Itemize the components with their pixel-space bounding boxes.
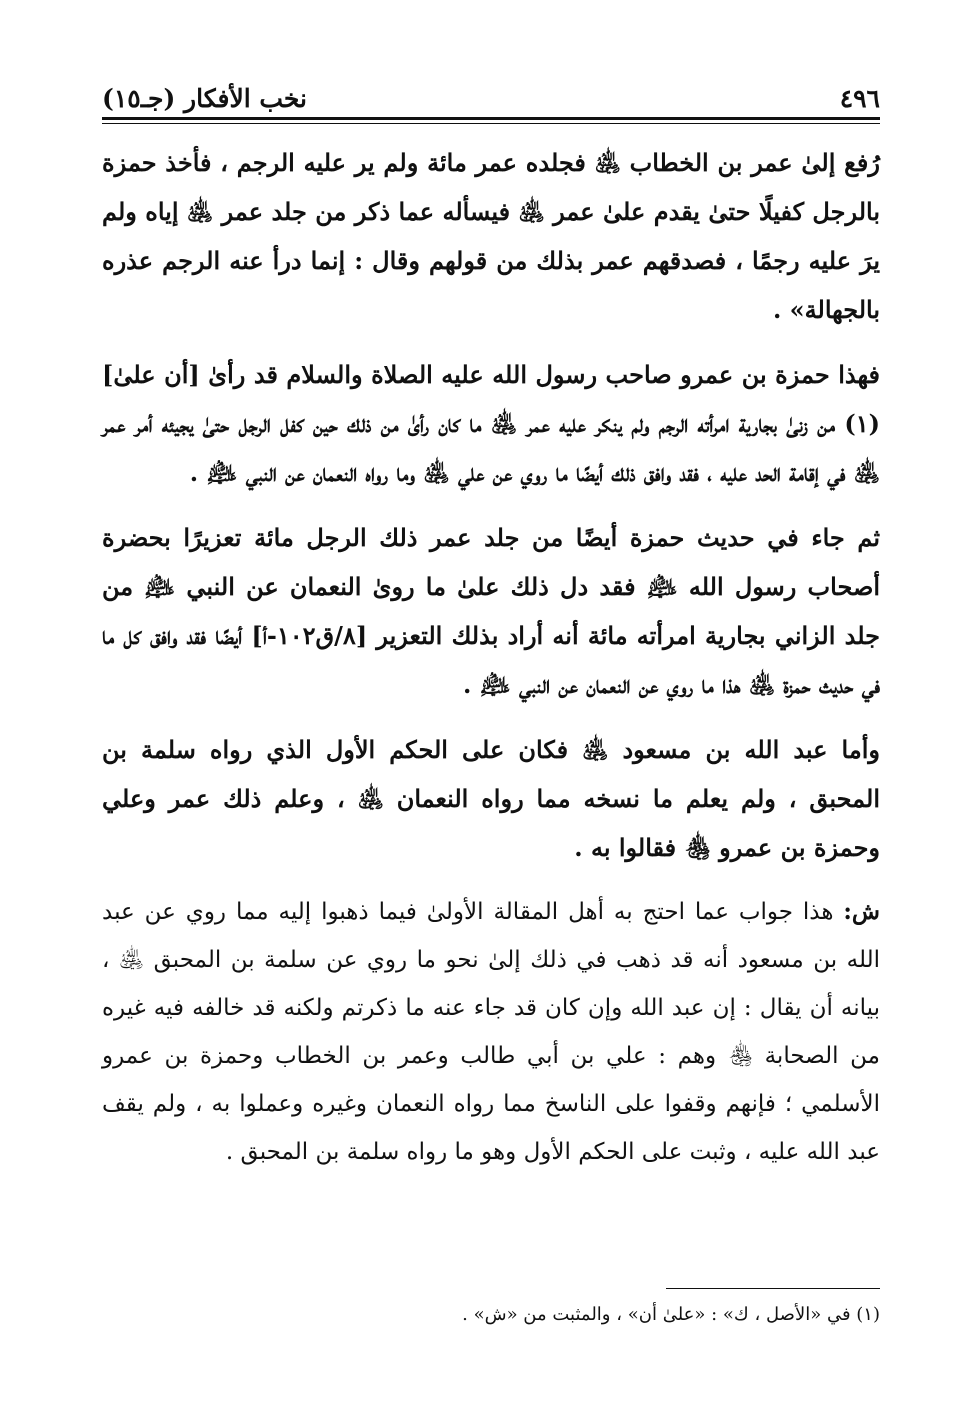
- footnote-rule: [666, 1288, 880, 1289]
- commentary-paragraph: [102, 888, 880, 1176]
- paragraph-3: ثم جاء في حديث حمزة أيضًا من جلد عمر ذلك الرجل مائة تعزيرًا بحضرة أصحاب رسول الله ﵇ فقد دل ذلك علىٰ ما روىٰ النعمان عن النبي ﵇ من جلد الزاني بجارية امرأته مائة أنه أراد بذلك التعزير [٨/ق١٠٢-أ] أيضًا فقد وافق كل ما في حديث حمزة ﵁ هذا ما روي عن النعمان عن النبي ﵇ .: [102, 523, 881, 699]
- running-title: نخب الأفكار (جـ١٥): [102, 83, 308, 113]
- header-rule-thin: [102, 123, 880, 124]
- page-number: ٤٩٦: [839, 83, 880, 113]
- commentary-mark: ش:: [843, 898, 880, 925]
- commentary-text: هذا جواب عما احتج به أهل المقالة الأولىٰ فيما ذهبوا إليه مما روي عن عبد الله بن مسعود أنه قد ذهب في ذلك إلىٰ نحو ما روي عن سلمة بن المحبق ﵁ ، بيانه أن يقال : إن عبد الله وإن كان قد جاء عنه ما ذكرتم ولكنه قد خالفه فيه غيره من الصحابة ﵃ وهم : علي بن أبي طالب وعمر بن الخطاب وحمزة بن عمرو الأسلمي ؛ فإنهم وقفوا على الناسخ مما رواه النعمان وغيره وعملوا به ، ولم يقف عبد الله عليه ، وثبت على الحكم الأول وهو ما رواه سلمة بن المحبق .: [102, 899, 880, 1165]
- paragraph-4: وأما عبد الله بن مسعود ﵁ فكان على الحكم الأول الذي رواه سلمة بن المحبق ، ولم يعلم ما نسخه مما رواه النعمان ﵁ ، وعلم ذلك عمر وعلي وحمزة بن عمرو ﵃ فقالوا به .: [102, 735, 880, 862]
- header-rule-thick: [102, 117, 880, 120]
- paragraph-2: فهذا حمزة بن عمرو صاحب رسول الله عليه الصلاة والسلام قد رأىٰ [أن علىٰ](١) من زنىٰ بجارية امرأته الرجم ولم ينكر عليه عمر ﵁ ما كان رأىٰ من ذلك حين كفل الرجل حتىٰ يجيئه أمر عمر ﵁ في إقامة الحد عليه ، فقد وافق ذلك أيضًا ما روي عن علي ﵁ وما رواه النعمان عن النبي ﵇ .: [102, 360, 880, 487]
- page-header: [102, 80, 880, 116]
- footnote: (١) في «الأصل ، ك» : «علىٰ أن» ، والمثبت من «ش» .: [462, 1304, 880, 1325]
- paragraph-1: رُفع إلىٰ عمر بن الخطاب ﵁ فجلده عمر مائة ولم ير عليه الرجم ، فأخذ حمزة بالرجل كفيلًا حتىٰ يقدم علىٰ عمر ﵁ فيسأله عما ذكر من جلد عمر ﵁ إياه ولم يرَ عليه رجمًا ، فصدقهم عمر بذلك من قولهم وقال : إنما درأ عنه الرجم عذره بالجهالة» .: [102, 148, 880, 324]
- main-text: [102, 138, 880, 1192]
